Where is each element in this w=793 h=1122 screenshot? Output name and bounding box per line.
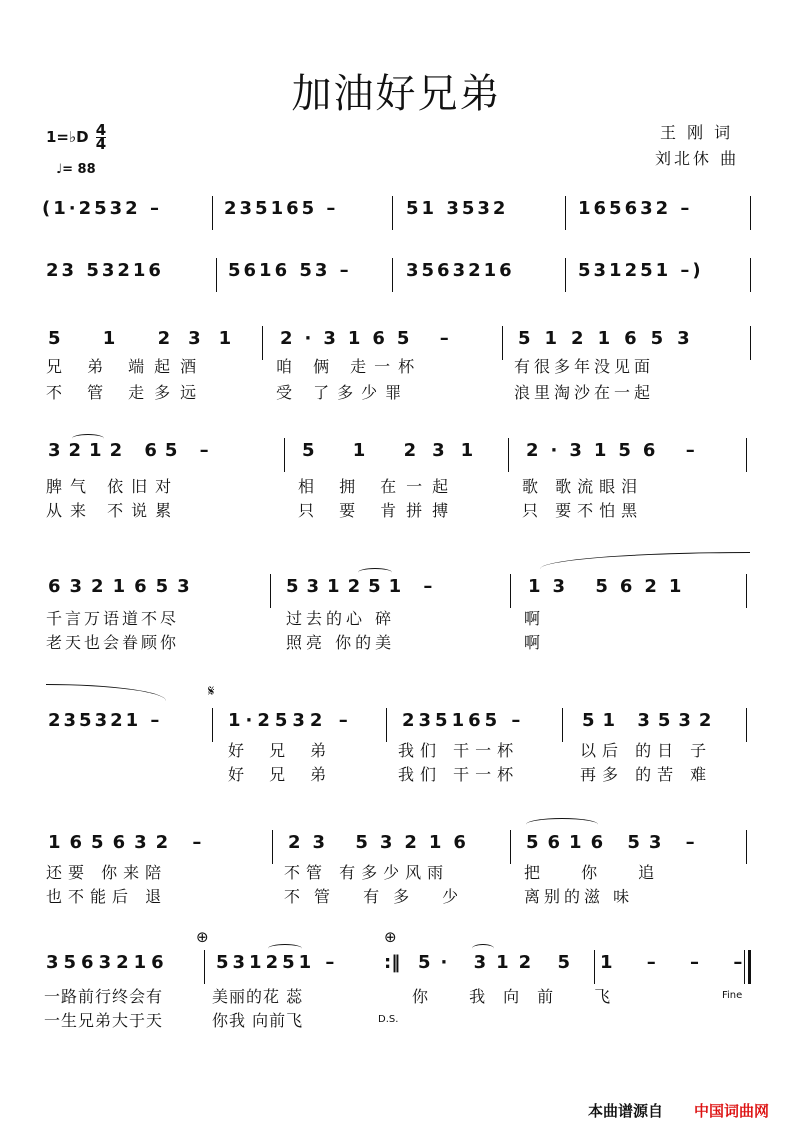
measure: 531251 –	[286, 576, 441, 597]
footer-site-link[interactable]: 中国词曲网	[694, 1102, 770, 1120]
slur	[526, 818, 598, 831]
measure: 23 53216	[46, 260, 164, 281]
measure: 5 1 231	[302, 440, 490, 461]
lyric-line-2: 照亮 你的美	[286, 633, 396, 652]
measure: 165632 –	[48, 832, 211, 853]
measure: 1·2532 –	[228, 710, 353, 731]
segno-icon: 𝄋	[208, 682, 215, 700]
coda-icon: ⊕	[196, 928, 209, 946]
lyric-line-2: 啊	[524, 633, 541, 652]
lyric-line-2: 一生兄弟大于天	[44, 1011, 164, 1030]
lyric-line-2: 离别的滋 味	[524, 887, 634, 906]
lyric-line-1: 千言万语道不尽	[46, 609, 180, 628]
lyric-line-2: 再多 的苦 难	[580, 765, 713, 784]
repeat-end-sign: :‖	[384, 952, 401, 973]
lyric-line-1: 过去的心 碎	[286, 609, 396, 628]
lyric-line-1: 一路前行终会有	[44, 987, 164, 1006]
lyric-line-1: 不管 有多少风雨	[284, 863, 450, 882]
time-top: 4	[95, 121, 107, 139]
coda-icon: ⊕	[384, 928, 397, 946]
measure: 6321653	[48, 576, 199, 597]
measure: 165632 –	[578, 198, 693, 219]
fine-mark: Fine	[722, 990, 743, 1001]
measure: 235321 –	[48, 710, 163, 731]
measure: 3212 65 –	[48, 440, 217, 461]
time-bottom: 4	[95, 135, 107, 153]
lyric-line-1: 咱 俩 走一杯	[276, 357, 423, 376]
measure: 51 3532	[582, 710, 720, 731]
lyric-line-2: 从来 不说累	[46, 501, 180, 520]
composer: 刘北休 曲	[655, 149, 740, 168]
lyric-line-2: 浪里淘沙在一起	[514, 383, 655, 402]
lyric-line-1: 美丽的花 蕊	[212, 987, 304, 1006]
lyric-line-2: 我们 干一杯	[398, 765, 520, 784]
lyric-line-1: 我们 干一杯	[398, 741, 520, 760]
measure: 5121653	[518, 328, 704, 349]
measure: 5616 53 –	[526, 832, 704, 853]
lyric-line-1: 有很多年没见面	[514, 357, 655, 376]
measure: 13 5621	[528, 576, 694, 597]
lyric-line-1: 以后 的日 子	[580, 741, 713, 760]
lyric-line-1: 脾气 依旧对	[46, 477, 180, 496]
lyric-line-2: 不管 有多 少	[284, 887, 473, 906]
lyric-line-1: 兄 弟 端起酒	[46, 357, 207, 376]
lyric-line-2: 好 兄 弟	[228, 765, 337, 784]
measure: 2·3165 –	[280, 328, 461, 349]
measure: 1 – – –	[600, 952, 757, 973]
lyric-line-1: 把 你 追	[524, 863, 673, 882]
song-title: 加油好兄弟	[291, 71, 502, 117]
measure: 2·3156 –	[526, 440, 707, 461]
slur	[46, 684, 166, 701]
ds-mark: D.S.	[378, 1014, 399, 1025]
measure: 3563216	[46, 952, 169, 973]
measure: 3563216	[406, 260, 515, 281]
lyric-line-2: 不 管 走多远	[46, 383, 207, 402]
measure: 5 1 231	[48, 328, 250, 349]
tempo-mark: ♩= 88	[56, 162, 96, 177]
measure: (1·2532 –	[42, 198, 162, 219]
lyric-line-2: 你我 向前飞	[212, 1011, 304, 1030]
lyric-line-1: 啊	[524, 609, 541, 628]
time-signature	[95, 121, 107, 153]
key-signature	[46, 121, 107, 153]
lyric-line-2: 受 了多少罪	[276, 383, 410, 402]
measure: 23 53216	[288, 832, 478, 853]
measure: 51 3532	[406, 198, 509, 219]
measure: 5· 312 5	[418, 952, 580, 973]
lyric-line-1: 你 我向前 飞	[412, 987, 629, 1006]
lyric-line-1: 好 兄 弟	[228, 741, 337, 760]
lyric-line-2: 也不能后 退	[46, 887, 168, 906]
lyricist: 王 刚 词	[660, 123, 734, 142]
lyric-line-2: 老天也会眷顾你	[46, 633, 180, 652]
lyric-line-1: 歌 歌流眼泪	[522, 477, 644, 496]
lyric-line-2: 只 要 肯拼搏	[298, 501, 459, 520]
measure: 235165 –	[224, 198, 339, 219]
lyric-line-1: 相 拥 在一起	[298, 477, 459, 496]
measure: 531251 –	[216, 952, 339, 973]
measure: 531251 –)	[578, 260, 704, 281]
lyric-line-1: 还要 你来陪	[46, 863, 168, 882]
measure: 235165 –	[402, 710, 525, 731]
key-label: 1=♭D	[46, 128, 89, 146]
measure: 5616 53 –	[228, 260, 352, 281]
slur	[540, 552, 750, 569]
footer-source-label: 本曲谱源自	[588, 1102, 664, 1120]
lyric-line-2: 只 要不怕黑	[522, 501, 644, 520]
